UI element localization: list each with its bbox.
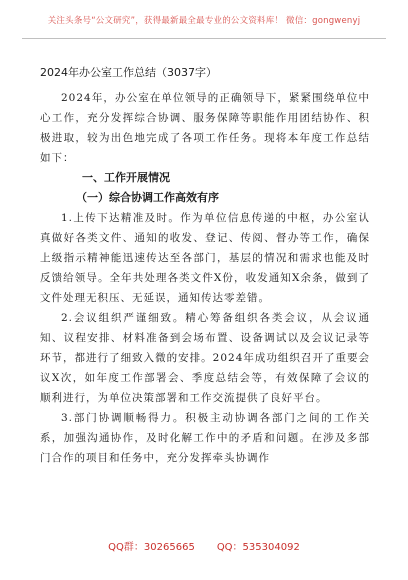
paragraph-2: 2.会议组织严谨细致。精心筹备组织各类会议，从会议通知、议程安排、材料准备到会场布置、设备调试以及会议记录等环节，都进行了细致入微的安排。2024年成功组织召开了重要会议X次，如年度工作部署会、季度总结会等，有效保障了会议的顺利进行，为单位决策部署和工作交流提供了良好平台。	[40, 312, 370, 404]
section-heading: 一、工作开展情况	[82, 171, 170, 184]
paragraph-1: 1.上传下达精准及时。作为单位信息传递的中枢，办公室认真做好各类文件、通知的收发、登记、传阅、督办等工作，确保上级指示精神能迅速传达至各部门，基层的情况和需求也能及时反馈给领导。全年共处理各类文件X份，收发通知X余条，做到了文件处理无积压、无延误，通知传达零差错。	[40, 212, 370, 304]
qq-contact-link[interactable]: QQ：535304092	[216, 542, 300, 553]
header-divider	[22, 38, 386, 39]
paragraph-3: 3.部门协调顺畅得力。积极主动协调各部门之间的工作关系，加强沟通协作，及时化解工作中的矛盾和问题。在涉及多部门合作的项目和任务中，充分发挥牵头协调作	[40, 412, 370, 464]
top-banner: 关注头条号“公文研究”，获得最新最全最专业的公文资料库！ 微信：gongwenyj	[47, 16, 361, 26]
intro-paragraph: 2024年，办公室在单位领导的正确领导下，紧紧围绕单位中心工作，充分发挥综合协调、服务保障等职能作用团结协作、积极进取，较为出色地完成了各项工作任务。现将本年度工作总结如下：	[40, 92, 370, 164]
qq-group-link[interactable]: QQ群：30265665	[108, 542, 195, 553]
document-title: 2024年办公室工作总结（3037字）	[40, 66, 217, 79]
footer-contact	[0, 538, 408, 553]
document-body	[40, 64, 370, 468]
subsection-heading: （一）综合协调工作高效有序	[76, 191, 219, 204]
